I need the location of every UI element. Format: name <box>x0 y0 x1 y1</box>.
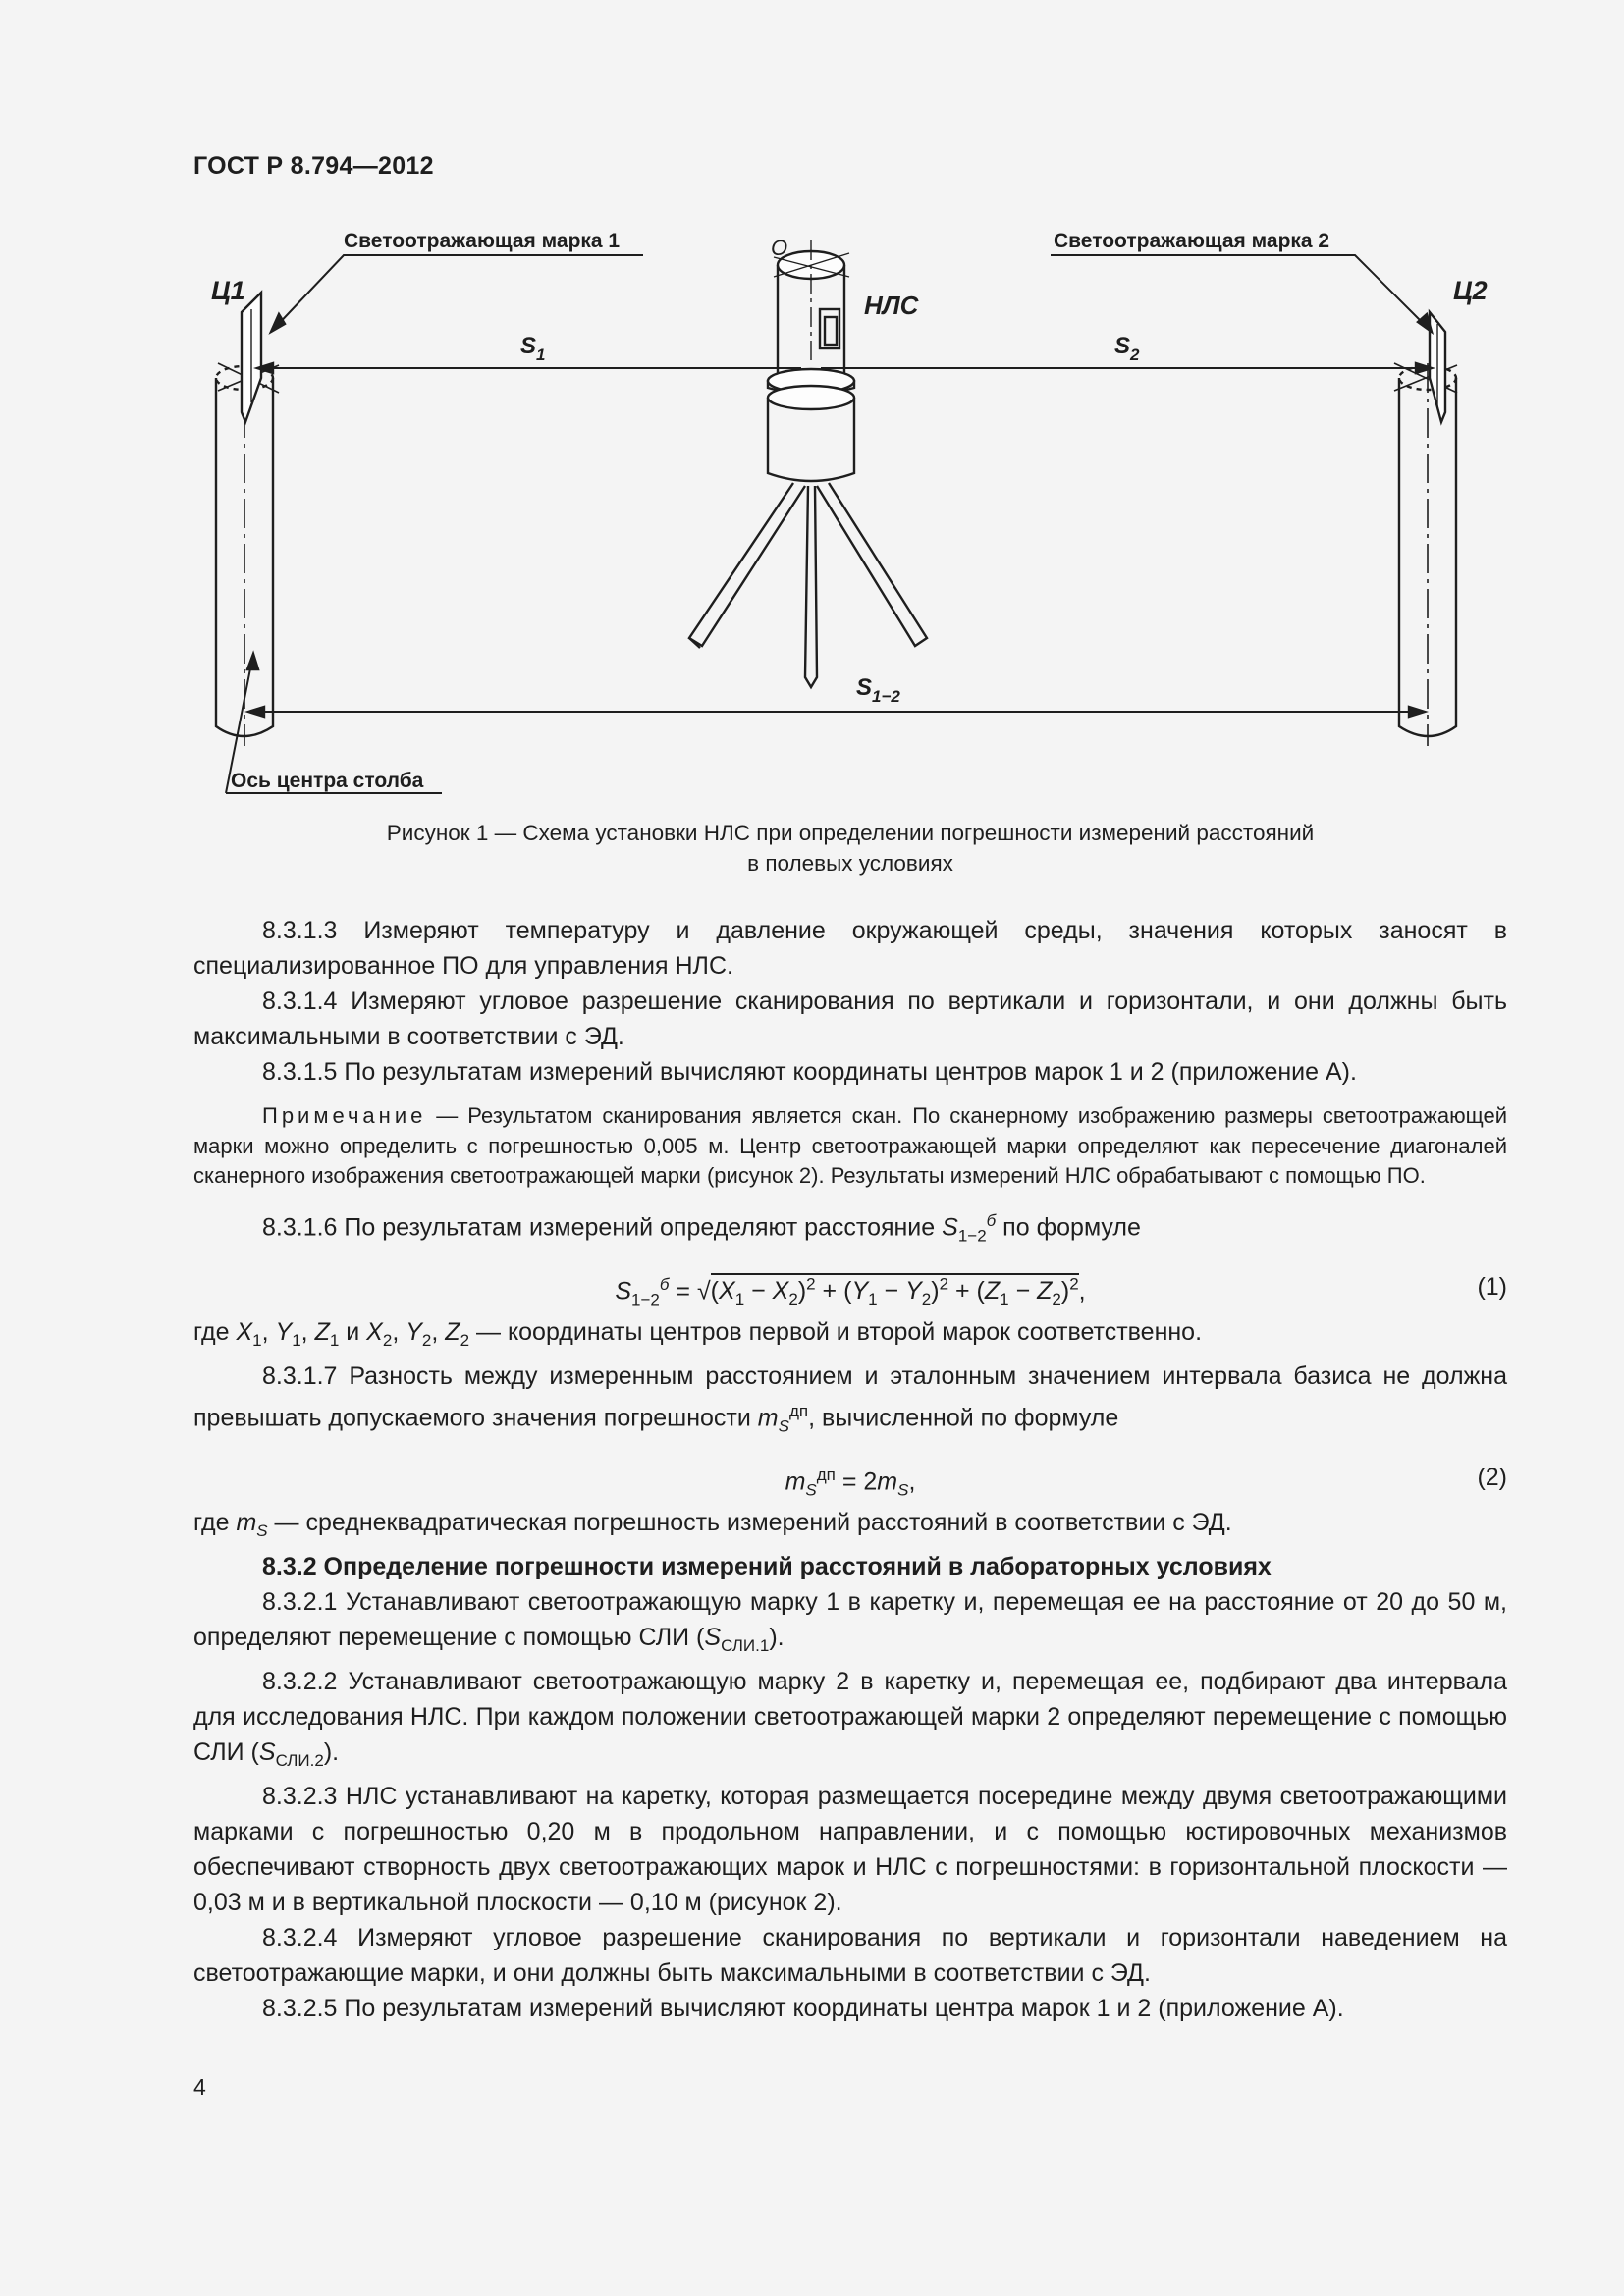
label-s2-sub: 2 <box>1130 346 1140 364</box>
label-c2: Ц2 <box>1453 276 1488 305</box>
paragraph-8-3-2-4: 8.3.2.4 Измеряют угловое разрешение сканирования по вертикали и горизонтали наведением на светоотражающие марки, и они должны быть максимальными в соответствии с ЭД. <box>193 1924 1507 1988</box>
equation-number-2: (2) <box>1477 1464 1507 1492</box>
label-o: О <box>771 236 788 260</box>
label-mark-2: Светоотражающая марка 2 <box>1054 230 1330 252</box>
page-number: 4 <box>193 2074 206 2100</box>
svg-text:S2 <box>1114 333 1140 364</box>
document-body <box>193 913 1507 2026</box>
label-s1: S <box>520 333 537 359</box>
paragraph-8-3-2-2: 8.3.2.2 Устанавливают светоотражающую марку 2 в каретку и, перемещая ее, подбирают два интервала для исследования НЛС. При каждом положении светоотражающей марки 2 определяют перемещение с помощью СЛИ $(S_{СЛИ.2})$. <box>193 1668 1507 1771</box>
right-pillar <box>1394 363 1457 746</box>
paragraph-8-3-2-3: 8.3.2.3 НЛС устанавливают на каретку, которая размещается посередине между двумя светоотражающими марками с погрешностью 0,20 м в продольном направлении, и с помощью юстировочных механизмов обеспечивают створность двух светоотражающих марок и НЛС с погрешностями: в горизонтальной плоскости — 0,03 м и в вертикальной плоскости — 0,10 м (рисунок 2). <box>193 1783 1507 1917</box>
label-axis: Ось центра столба <box>231 770 424 792</box>
label-s12: S <box>856 674 873 701</box>
reflective-mark-1 <box>242 293 261 422</box>
note <box>193 1101 1507 1192</box>
figure-caption <box>193 818 1507 879</box>
label-mark-1: Светоотражающая марка 1 <box>344 230 621 252</box>
label-c1: Ц1 <box>211 276 245 305</box>
formula-2: $m_S^{дп} = 2m_S$, (2) <box>193 1444 1507 1505</box>
paragraph-8-3-1-6: 8.3.1.6 По результатам измерений определяют расстояние $S_{1-2}^б$ по формуле <box>262 1210 1141 1245</box>
label-s2: S <box>1114 333 1131 359</box>
caption-line-1: Рисунок 1 — Схема установки НЛС при определении погрешности измерений расстояний <box>386 821 1315 845</box>
paragraph-8-3-1-4: 8.3.1.4 Измеряют угловое разрешение сканирования по вертикали и горизонтали, и они должны быть максимальными в соответствии с ЭД. <box>193 988 1507 1050</box>
paragraph-8-3-1-7: 8.3.1.7 Разность между измеренным расстоянием и эталонным значением интервала базиса не должна превышать допускаемого значения погрешности $m_S^{дп}$, вычисленной по формуле <box>193 1362 1507 1436</box>
document-header: ГОСТ Р 8.794—2012 <box>193 152 434 180</box>
note-label: Примечание <box>262 1103 427 1128</box>
paragraph-8-3-1-3: 8.3.1.3 Измеряют температуру и давление окружающей среды, значения которых заносят в специализированное ПО для управления НЛС. <box>193 917 1507 980</box>
paragraph-8-3-1-5: 8.3.1.5 По результатам измерений вычисляют координаты центров марок 1 и 2 (приложение А). <box>262 1058 1357 1086</box>
where-1: где $X_1$, $Y_1$, $Z_1$ и $X_2$, $Y_2$, $Z_2$ — координаты центров первой и второй марок соответственно. <box>193 1317 1203 1350</box>
caption-line-2: в полевых условиях <box>747 851 953 876</box>
label-s1-sub: 1 <box>536 346 546 364</box>
note-text: — Результатом сканирования является скан. По сканерному изображению размеры светоотражающей марки можно определить с погрешностью 0,005 м. Центр светоотражающей марки определяют как пересечение диагоналей сканерного изображения светоотражающей марки (рисунок 2). Результаты измерений НЛС обрабатывают с помощью ПО. <box>193 1103 1507 1188</box>
svg-text:S1−2 <box>856 674 900 706</box>
figure-1-diagram <box>177 216 1512 815</box>
section-heading-8-3-2: 8.3.2 Определение погрешности измерений расстояний в лабораторных условиях <box>262 1553 1272 1581</box>
where-2: где $m_S$ — среднеквадратическая погрешность измерений расстояний в соответствии с ЭД. <box>193 1509 1232 1541</box>
label-s12-sub: 1−2 <box>872 687 900 706</box>
paragraph-8-3-2-5: 8.3.2.5 По результатам измерений вычисляют координаты центра марок 1 и 2 (приложение А). <box>262 1995 1344 2023</box>
paragraph-8-3-2-1: 8.3.2.1 Устанавливают светоотражающую марку 1 в каретку и, перемещая ее на расстояние от 20 до 50 м, определяют перемещение с помощью СЛИ $(S_{СЛИ.1})$. <box>193 1588 1507 1656</box>
label-nls: НЛС <box>864 291 919 320</box>
svg-text:S1 <box>520 333 545 364</box>
formula-1: $S_{1-2}^б = √(X_1 - X_2)^2 + (Y_1 - Y_2)^2 + (Z_1 - Z_2)^2$, (1) <box>193 1254 1507 1314</box>
equation-number-1: (1) <box>1477 1272 1507 1301</box>
